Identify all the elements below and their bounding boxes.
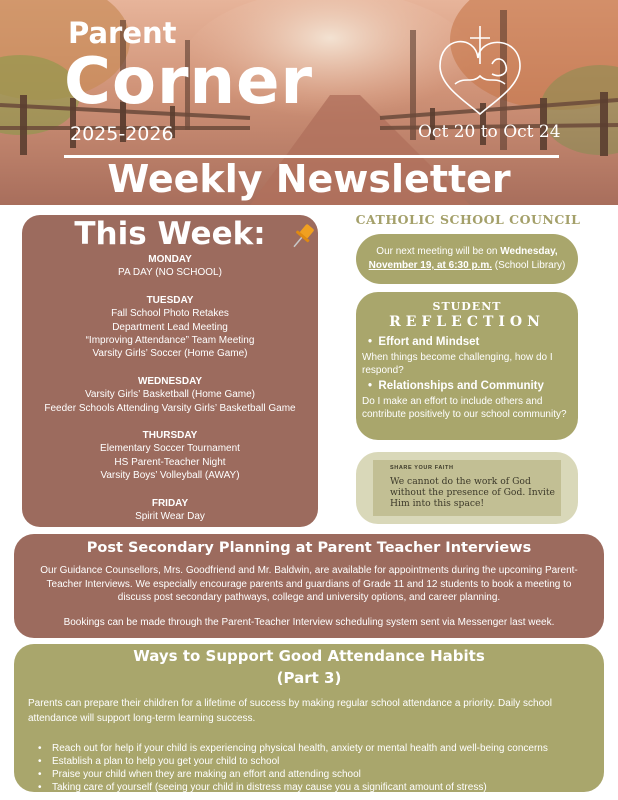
share-faith-card xyxy=(356,452,578,524)
this-week-schedule xyxy=(22,253,318,524)
meeting-date: November 19, at 6:30 p.m. xyxy=(368,260,493,271)
meeting-location: (School Library) xyxy=(492,260,566,271)
day-block-tuesday xyxy=(22,294,318,361)
event-item: PA DAY (NO SCHOOL) xyxy=(118,267,222,279)
post-secondary-booking: Bookings can be made through the Parent-Teacher Interview scheduling system sent via Messenger last week. xyxy=(63,616,555,628)
reflection-question: Do I make an effort to include others and contribute positively to our school community? xyxy=(362,396,567,420)
header-date-range: Oct 20 to Oct 24 xyxy=(418,122,561,142)
header-weekly-newsletter: Weekly Newsletter xyxy=(107,157,511,201)
school-crest-logo-icon xyxy=(420,26,560,116)
pushpin-icon xyxy=(288,221,318,251)
event-item: “Improving Attendance” Team Meeting xyxy=(85,335,255,347)
attendance-section xyxy=(14,644,604,792)
this-week-panel xyxy=(22,215,318,527)
reflection-heading: Effort and Mindset xyxy=(378,336,480,348)
attendance-title xyxy=(14,644,604,689)
day-block-friday xyxy=(22,497,318,524)
attendance-tip: • Taking care of yourself (seeing your child in distress may cause you a significant amount of stress) xyxy=(44,781,604,794)
meeting-pre-text: Our next meeting will be on xyxy=(376,246,501,257)
event-item: Varsity Boys’ Volleyball (AWAY) xyxy=(100,470,240,482)
attendance-tip: • Establish a plan to help you get your child to school xyxy=(44,755,604,768)
header-parent-text: Parent xyxy=(68,16,177,50)
header-school-year: 2025-2026 xyxy=(70,123,174,145)
day-label: TUESDAY xyxy=(146,294,194,306)
header-corner-text: Corner xyxy=(64,45,314,119)
council-meeting-card xyxy=(356,234,578,284)
event-item: HS Parent-Teacher Night xyxy=(114,456,226,468)
event-item: Varsity Girls’ Soccer (Home Game) xyxy=(92,348,248,360)
post-secondary-body: Our Guidance Counsellors, Mrs. Goodfriend and Mr. Baldwin, are available for appointments during the upcoming Parent-Teacher Interviews. We especially encourage parents and guardians of Grade 11 and 12 students to book a meeting to discuss post secondary pathways, college and university options, and career planning. xyxy=(40,565,578,604)
header-banner xyxy=(0,0,618,205)
event-item: Feeder Schools Attending Varsity Girls’ Basketball Game xyxy=(44,402,296,414)
attendance-tips-list xyxy=(14,742,604,794)
event-item: Varsity Girls’ Basketball (Home Game) xyxy=(84,389,256,401)
this-week-title: This Week: xyxy=(74,216,266,252)
faith-quote: We cannot do the work of God without the presence of God. Invite Him into this space! xyxy=(390,476,555,509)
day-label: MONDAY xyxy=(148,254,192,265)
event-item: Spirit Wear Day xyxy=(135,511,205,523)
attendance-title-part: (Part 3) xyxy=(276,669,342,687)
reflection-student-label: STUDENT xyxy=(432,300,502,313)
post-secondary-section xyxy=(14,534,604,638)
post-secondary-title: Post Secondary Planning at Parent Teacher Interviews xyxy=(86,540,532,556)
day-block-wednesday xyxy=(22,375,318,415)
reflection-title: REFLECTION xyxy=(389,314,545,330)
student-reflection-card xyxy=(356,292,578,440)
attendance-intro: Parents can prepare their children for a lifetime of success by making regular school attendance a priority. Daily school attendance will support long-term learning success. xyxy=(28,698,552,724)
day-block-monday xyxy=(22,253,318,280)
event-item: Fall School Photo Retakes xyxy=(111,308,229,320)
reflection-item: • Relationships and Community Do I make an effort to include others and contribute positively to our school community? xyxy=(356,380,578,421)
reflection-item: • Effort and Mindset When things become challenging, how do I respond? xyxy=(356,336,578,377)
day-label: THURSDAY xyxy=(142,430,198,442)
attendance-tip: • Praise your child when they are making an effort and attending school xyxy=(44,768,604,781)
reflection-question: When things become challenging, how do I respond? xyxy=(362,352,553,376)
faith-quote-box xyxy=(373,460,561,516)
reflection-heading: Relationships and Community xyxy=(378,380,544,392)
event-item: Department Lead Meeting xyxy=(112,321,228,333)
attendance-tip: • Reach out for help if your child is experiencing physical health, anxiety or mental health and well-being concerns xyxy=(44,742,604,755)
event-item: Elementary Soccer Tournament xyxy=(100,443,240,455)
day-block-thursday xyxy=(22,429,318,483)
meeting-day: Wednesday, xyxy=(500,246,558,257)
attendance-title-main: Ways to Support Good Attendance Habits xyxy=(133,647,485,665)
day-label: WEDNESDAY xyxy=(137,375,203,387)
faith-label: SHARE YOUR FAITH xyxy=(390,465,454,471)
school-council-title: CATHOLIC SCHOOL COUNCIL xyxy=(355,212,581,227)
day-label: FRIDAY xyxy=(151,497,189,509)
